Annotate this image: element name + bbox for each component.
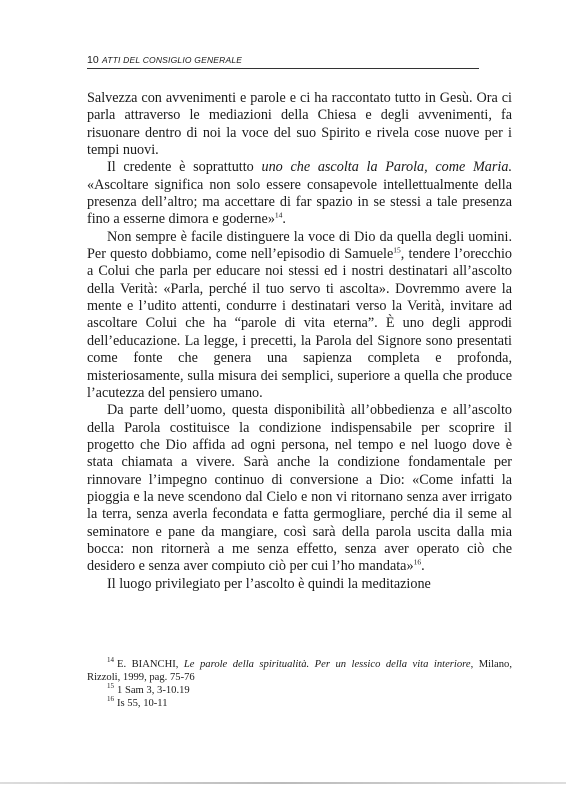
paragraph-3-text-b: , tendere l’orecchio a Colui che parla per educare noi stessi ed i nostri destinatari all’ascolto della Verità: «Parla, perché il tuo servo ti ascolta». Dovremmo avere la mente e l’udito attenti, condurre i destinatari verso la Verità, invitare ad ascoltare Colui che ha “parole di vita eterna”. È uno degli approdi dell’educazione. La legge, i precetti, la Parola del Signore sono presentati come fonte che genera una sapienza completa e profonda, misteriosamente, sulla misura dei semplici, superiore a quella che produce l’acutezza del pensiero umano.	[87, 246, 512, 401]
footnotes	[87, 658, 512, 710]
paragraph-4-text-a: Da parte dell’uomo, questa disponibilità all’obbedienza e all’ascolto della Parola costituisce la condizione indispensabile per scoprire il progetto che Dio affida ad ogni persona, nel tempo e nel luogo dove è stata chiamata a vivere. Sarà anche la condizione fondamentale per rinnovare l’impegno continuo di conversione a Dio: «Come infatti la pioggia e la neve scendono dal Cielo e non vi ritornano senza aver irrigato la terra, senza averla fecondata e fatta germogliare, perché dia il seme al seminatore e pane da mangiare, così sarà della parola uscita dalla mia bocca: non ritornerà a me senza effetto, senza aver operato ciò che desidero e senza aver compiuto ciò per cui l’ho mandata»	[87, 402, 512, 575]
footnote-ref-16: 16	[413, 557, 422, 567]
footnote-16	[87, 697, 512, 710]
footnote-number: 14	[107, 656, 114, 665]
paragraph-1-text: Salvezza con avvenimenti e parole e ci ha raccontato tutto in Gesù. Ora ci parla attraverso le mediazioni della Chiesa e degli avvenimenti, fa risuonare dentro di noi la voce del suo Spirito e rivela cose nuove per i tempi nuovi.	[87, 90, 512, 159]
page-number: 10	[87, 54, 99, 66]
footnote-number: 16	[107, 695, 114, 704]
paragraph-5-text: Il luogo privilegiato per l’ascolto è quindi la meditazione	[107, 575, 431, 592]
scan-edge-line	[0, 782, 566, 784]
paragraph-2-text-b: «Ascoltare significa non solo essere consapevole intellettualmente della presenza dell’altro; ma accettare di far spazio in se stessi a tale presenza fino a esserne dimora e goderne»	[87, 176, 512, 228]
footnote-15	[87, 684, 512, 697]
footnote-14	[87, 658, 512, 684]
paragraph-3-text-a: Non sempre è facile distinguere la voce di Dio da quella degli uomini. Per questo dobbiamo, come nell’episodio di Samuele	[87, 228, 512, 263]
running-header	[87, 52, 479, 69]
paragraph-4-text-b: .	[421, 558, 425, 575]
paragraph-2-text-a: Il credente è soprattutto	[107, 159, 262, 176]
footnote-title: Le parole della spiritualità. Per un lessico della vita interiore,	[183, 659, 474, 670]
footnote-text-a: E. BIANCHI,	[117, 659, 184, 670]
paragraph-2-text-c: .	[282, 211, 286, 228]
paragraph-4	[87, 402, 512, 575]
footnote-text: 1 Sam 3, 3-10.19	[117, 685, 190, 696]
footnote-ref-15: 15	[393, 245, 401, 255]
paragraph-3	[87, 229, 512, 402]
footnote-text: Is 55, 10-11	[117, 698, 168, 709]
paragraph-5	[87, 576, 512, 593]
footnote-text-b: Milano, Rizzoli, 1999, pag. 75-76	[87, 659, 512, 683]
running-title: ATTI DEL CONSIGLIO GENERALE	[102, 55, 243, 65]
paragraph-1	[87, 90, 512, 159]
paragraph-2	[87, 159, 512, 228]
body-text	[87, 90, 512, 593]
footnote-number: 15	[107, 682, 114, 691]
paragraph-2-emphasis: uno che ascolta la Parola, come Maria.	[261, 159, 512, 176]
footnote-ref-14: 14	[274, 210, 283, 220]
